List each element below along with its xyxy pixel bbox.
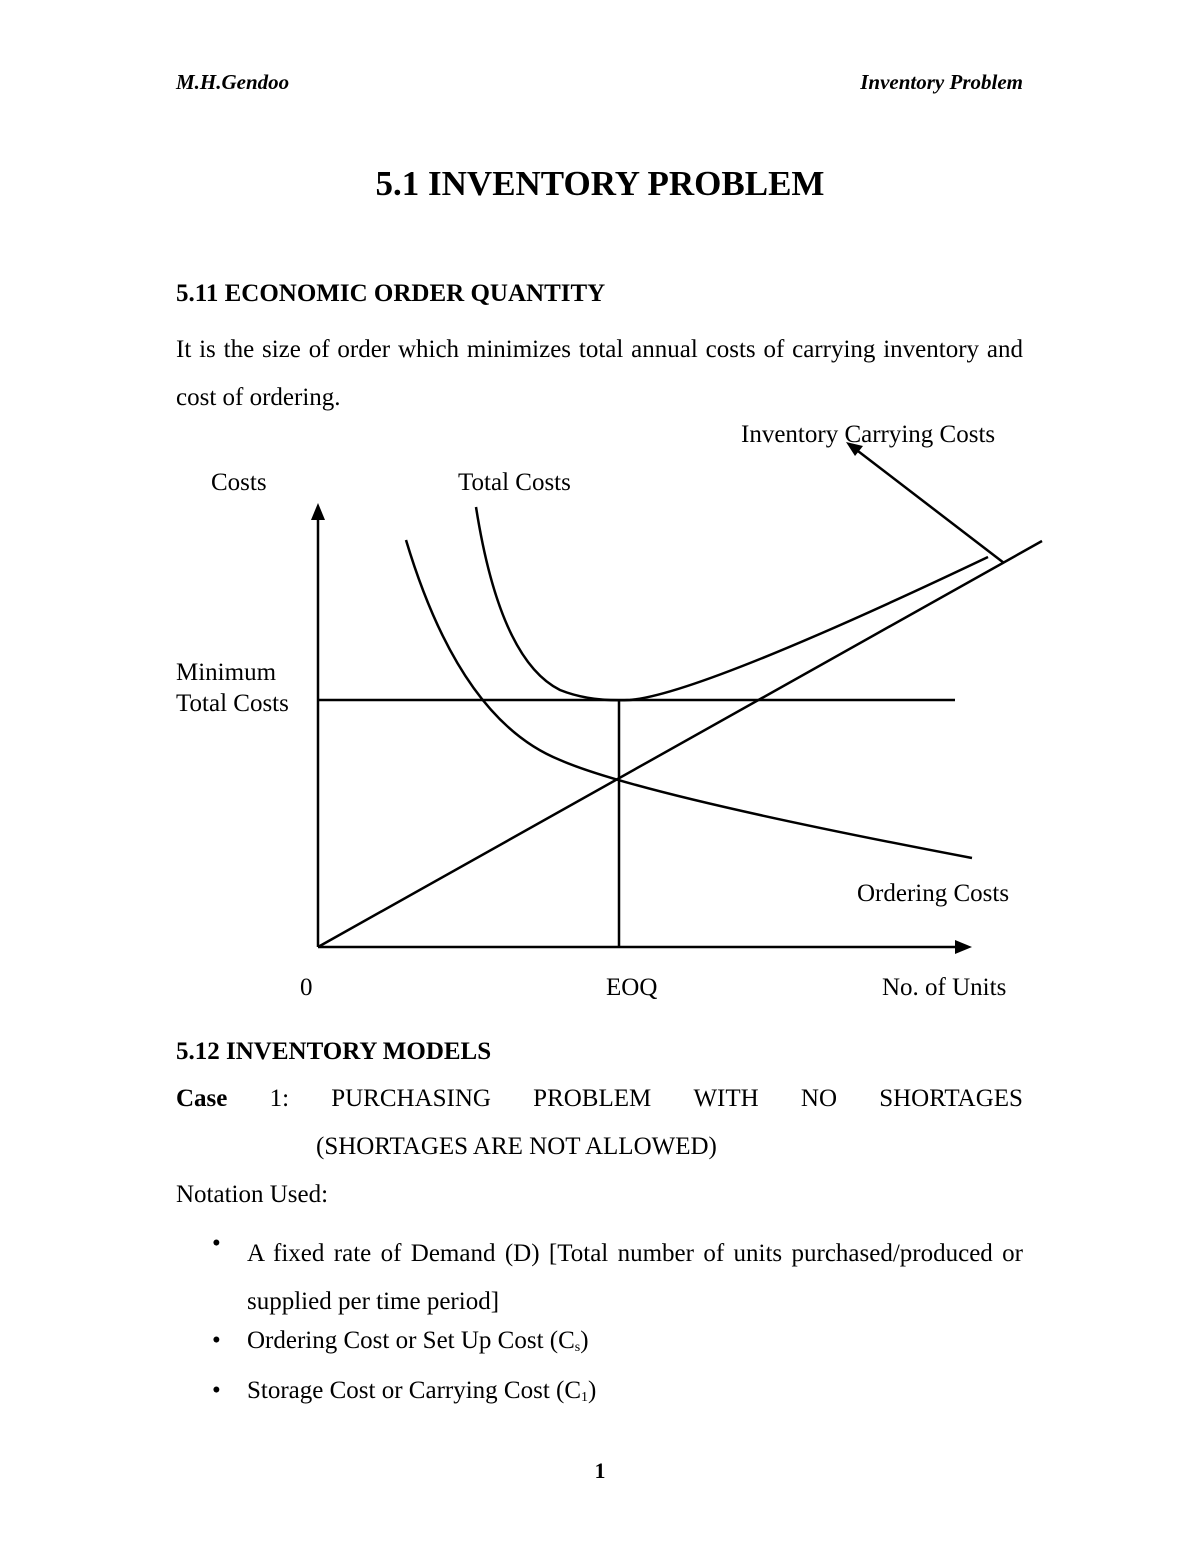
notation-heading: Notation Used:	[176, 1181, 329, 1208]
label-minimum-total-costs: Total Costs	[176, 690, 289, 717]
page-title: 5.1 INVENTORY PROBLEM	[375, 164, 825, 203]
bullet-icon: •	[212, 1377, 221, 1404]
bullet-icon: •	[212, 1230, 221, 1257]
total-cost-curve	[476, 507, 988, 700]
label-eoq: EOQ	[606, 974, 658, 1001]
list-item-text: Ordering Cost or Set Up Cost $(C_s)$	[247, 1327, 589, 1355]
case-word-5: SHORTAGES	[879, 1085, 1023, 1112]
case-word-3: WITH	[693, 1085, 759, 1112]
case-1-line	[176, 1085, 1023, 1113]
label-costs: Costs	[211, 469, 267, 496]
y-axis-arrowhead	[311, 503, 325, 520]
section-heading-models: 5.12 INVENTORY MODELS	[176, 1038, 492, 1065]
header-author: M.H.Gendoo	[176, 70, 290, 94]
case-1-subtitle: (SHORTAGES ARE NOT ALLOWED)	[316, 1133, 717, 1160]
label-ordering-costs: Ordering Costs	[857, 880, 1010, 907]
case-word-2: PROBLEM	[533, 1085, 652, 1112]
eoq-definition-paragraph: It is the size of order which minimizes total annual costs of carrying inventory and cost of ordering.	[176, 336, 1023, 411]
bullet-icon: •	[212, 1327, 221, 1354]
header-title: Inventory Problem	[860, 70, 1023, 94]
case-label: Case	[176, 1085, 228, 1112]
case-word-1: PURCHASING	[331, 1085, 491, 1112]
page-number: 1	[594, 1458, 606, 1483]
label-total-costs: Total Costs	[458, 469, 571, 496]
list-item-text: A fixed rate of Demand (D) [Total number of units purchased/produced or supplied per time period]	[247, 1240, 1023, 1315]
label-no-of-units: No. of Units	[882, 974, 1007, 1001]
section-heading-eoq: 5.11 ECONOMIC ORDER QUANTITY	[176, 280, 606, 307]
label-minimum: Minimum	[176, 659, 277, 686]
annotation-arrow-line	[854, 448, 1004, 563]
list-item-text: Storage Cost or Carrying Cost $(C_1)$	[247, 1377, 597, 1405]
case-word-4: NO	[800, 1085, 837, 1112]
case-number: 1:	[269, 1085, 290, 1112]
x-axis-arrowhead	[955, 940, 972, 954]
label-inventory-carrying-costs: Inventory Carrying Costs	[741, 421, 996, 448]
label-origin: 0	[300, 974, 313, 1001]
